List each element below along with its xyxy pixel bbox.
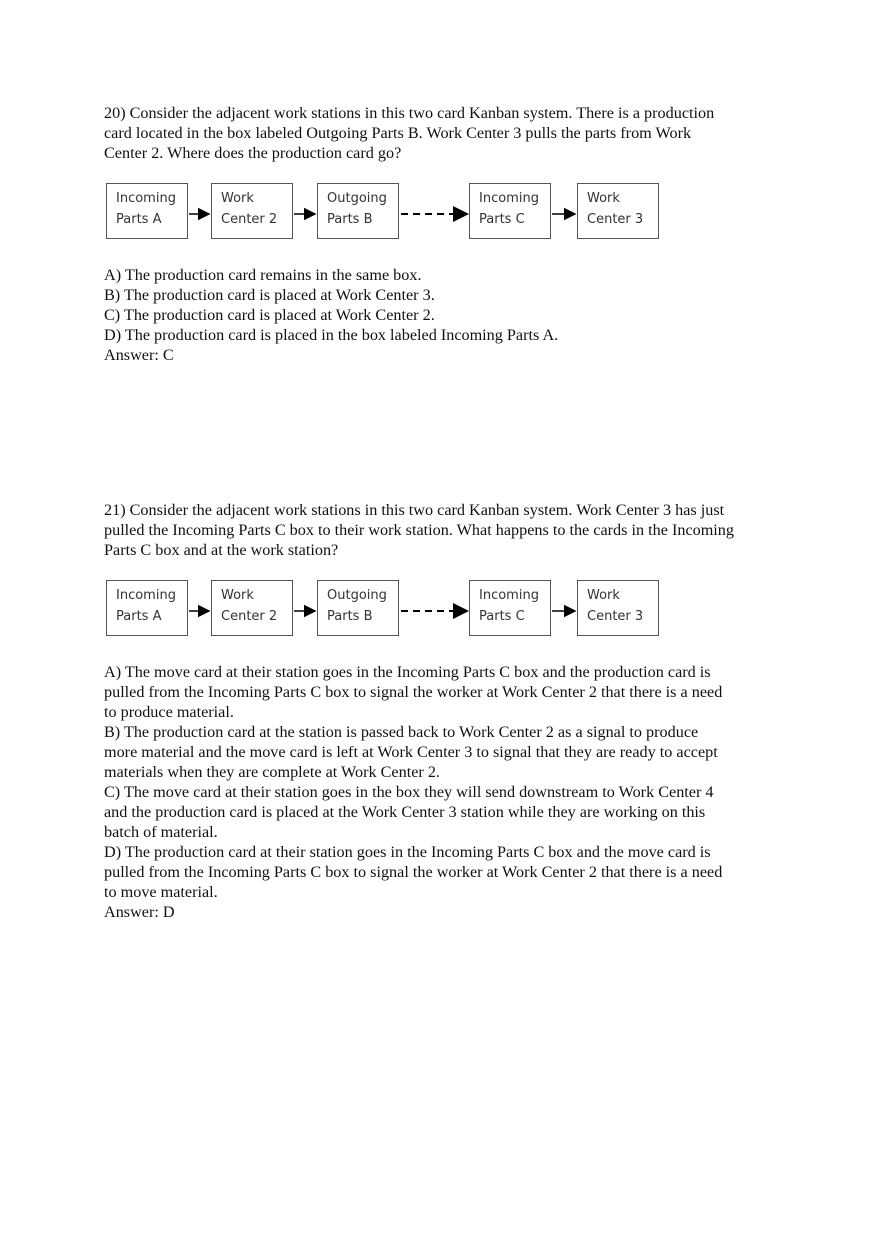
answer-options (104, 662, 784, 922)
box-incoming-parts-a: Incoming Parts A (106, 580, 188, 636)
option-line: and the production card is placed at the Work Center 3 station while they are working on this (104, 803, 706, 821)
question-21 (104, 500, 784, 922)
box-work-center-2: Work Center 2 (211, 580, 293, 636)
box-work-center-3: Work Center 3 (577, 183, 659, 239)
box-work-center-3: Work Center 3 (577, 580, 659, 636)
option-line: C) The move card at their station goes in the box they will send downstream to Work Center 4 (104, 783, 714, 801)
question-stem (104, 500, 784, 560)
answer-line: Answer: D (104, 903, 175, 921)
answer-line: Answer: C (104, 346, 174, 364)
box-incoming-parts-a: Incoming Parts A (106, 183, 188, 239)
option-line: B) The production card is placed at Work Center 3. (104, 286, 435, 304)
option-line: pulled from the Incoming Parts C box to signal the worker at Work Center 2 that there is a need (104, 863, 723, 881)
stem-line: 20) Consider the adjacent work stations in this two card Kanban system. There is a production (104, 104, 715, 122)
option-line: A) The move card at their station goes in the Incoming Parts C box and the production card is (104, 663, 711, 681)
option-line: batch of material. (104, 823, 218, 841)
option-line: to move material. (104, 883, 218, 901)
stem-line: Parts C box and at the work station? (104, 541, 339, 559)
option-line: D) The production card is placed in the box labeled Incoming Parts A. (104, 326, 559, 344)
option-line: more material and the move card is left at Work Center 3 to signal that they are ready to accept (104, 743, 718, 761)
option-line: materials when they are complete at Work Center 2. (104, 763, 440, 781)
stem-line: pulled the Incoming Parts C box to their work station. What happens to the cards in the Incoming (104, 521, 734, 539)
stem-line: 21) Consider the adjacent work stations in this two card Kanban system. Work Center 3 has just (104, 501, 725, 519)
option-line: A) The production card remains in the same box. (104, 266, 422, 284)
question-20 (104, 103, 784, 365)
option-line: to produce material. (104, 703, 234, 721)
option-line: pulled from the Incoming Parts C box to signal the worker at Work Center 2 that there is a need (104, 683, 723, 701)
question-stem (104, 103, 784, 163)
box-work-center-2: Work Center 2 (211, 183, 293, 239)
option-line: D) The production card at their station goes in the Incoming Parts C box and the move card is (104, 843, 711, 861)
kanban-diagram (106, 580, 671, 640)
answer-options (104, 265, 784, 365)
box-outgoing-parts-b: Outgoing Parts B (317, 183, 399, 239)
stem-line: card located in the box labeled Outgoing Parts B. Work Center 3 pulls the parts from Work (104, 124, 692, 142)
box-outgoing-parts-b: Outgoing Parts B (317, 580, 399, 636)
stem-line: Center 2. Where does the production card go? (104, 144, 402, 162)
box-incoming-parts-c: Incoming Parts C (469, 183, 551, 239)
kanban-diagram (106, 183, 671, 243)
option-line: B) The production card at the station is passed back to Work Center 2 as a signal to produce (104, 723, 699, 741)
option-line: C) The production card is placed at Work Center 2. (104, 306, 435, 324)
box-incoming-parts-c: Incoming Parts C (469, 580, 551, 636)
